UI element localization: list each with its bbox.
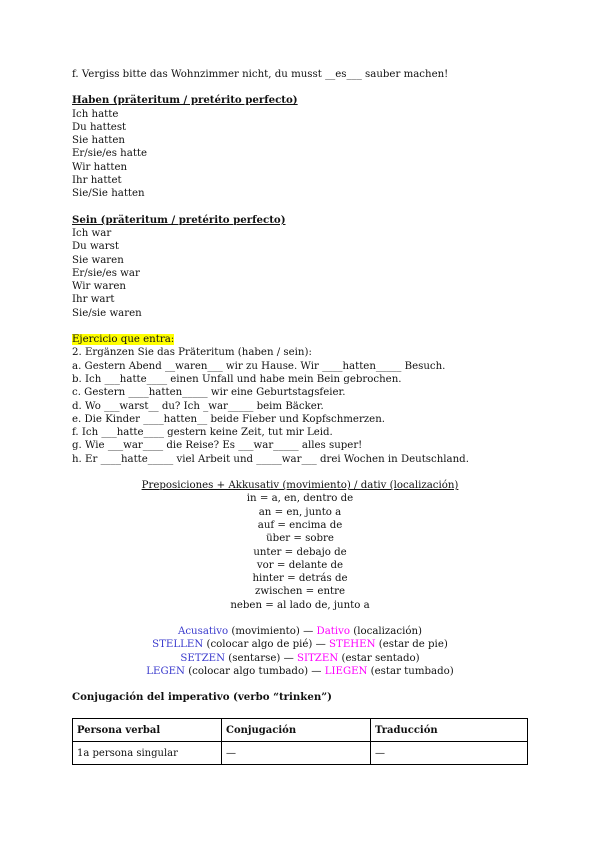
table-cell: — [222,742,371,765]
verb-dative: STEHEN [329,639,376,651]
verb-pair-line [72,665,528,678]
sein-conjugation-list [72,227,528,320]
verb-accusative: STELLEN [152,639,204,651]
haben-line: Ihr hattet [72,175,122,187]
exercise-item: b. Ich ___hatte____ einen Unfall und habe mein Bein gebrochen. [72,373,402,385]
verb-dative: LIEGEN [324,665,368,677]
verb-note: (colocar algo de pié) — [203,639,330,651]
verb-pair-line [72,652,528,665]
sein-line: Sie/sie waren [72,307,142,319]
haben-line: Wir hatten [72,161,128,173]
haben-line: Sie/Sie hatten [72,188,145,200]
exercise-item: g. Wie ___war____ die Reise? Es ___war_____ alles super! [72,440,363,452]
sein-line: Ihr wart [72,294,115,306]
preposition-line: hinter = detrás de [252,573,348,585]
haben-conjugation-list [72,108,528,201]
imperative-table [72,718,528,765]
sein-line: Du warst [72,241,119,253]
preposition-line: auf = encima de [257,519,343,531]
table-cell: — [371,742,528,765]
prepositions-list [72,492,528,612]
table-header-cell: Persona verbal [73,719,222,742]
verb-note: (colocar algo tumbado) — [184,665,325,677]
preposition-line: an = en, junto a [258,506,342,518]
preposition-line: in = a, en, dentro de [246,493,354,505]
verb-note: (sentarse) — [225,652,297,664]
haben-heading: Haben (präteritum / pretérito perfecto) [72,94,298,107]
prepositions-heading: Preposiciones + Akkusativ (movimiento) / dativ (localización) [141,480,459,492]
verb-dative: SITZEN [297,652,339,664]
intro-sentence: f. Vergiss bitte das Wohnzimmer nicht, du musst __es___ sauber machen! [72,69,449,80]
exercise-instruction: 2. Ergänzen Sie das Präteritum (haben / sein): [72,347,312,359]
exercise-item: c. Gestern ____hatten_____ wir eine Geburtstagsfeier. [72,387,346,399]
sein-line: Sie waren [72,254,124,266]
verb-pair-line [72,638,528,651]
exercise-item: h. Er ____hatte_____ viel Arbeit und _____war___ drei Wochen in Deutschland. [72,453,469,465]
preposition-line: unter = debajo de [253,546,347,558]
verb-pairs [72,625,528,678]
sein-heading: Sein (präteritum / pretérito perfecto) [72,213,286,226]
exercise-item: f. Ich ___hatte____ gestern keine Zeit, tut mir Leid. [72,427,333,439]
haben-line: Er/sie/es hatte [72,148,148,160]
case-note: (localización) [350,625,423,637]
preposition-line: über = sobre [266,533,334,545]
preposition-line: zwischen = entre [254,586,346,598]
imperative-heading: Conjugación del imperativo (verbo “trinken”) [72,691,332,704]
preposition-line: neben = al lado de, junto a [230,599,370,611]
verb-note: (estar sentado) [338,652,420,664]
exercise-list [72,360,528,466]
document-page [72,68,528,765]
table-row [73,742,528,765]
preposition-line: vor = delante de [256,559,344,571]
sein-line: Wir waren [72,281,126,293]
table-cell: 1a persona singular [73,742,222,765]
case-dative: Dativo [316,625,351,637]
case-accusative: Acusativo [177,625,229,637]
verb-note: (estar de pie) [375,639,448,651]
haben-line: Sie hatten [72,135,125,147]
verb-accusative: SETZEN [180,652,226,664]
haben-line: Ich hatte [72,108,119,120]
verb-note: (estar tumbado) [367,665,454,677]
exercise-item: e. Die Kinder ____hatten__ beide Fieber und Kopfschmerzen. [72,413,386,425]
verb-accusative: LEGEN [146,665,185,677]
verb-pair-line [72,625,528,638]
table-header-cell: Traducción [371,719,528,742]
exercise-label: Ejercicio que entra: [72,334,175,346]
exercise-item: d. Wo ___warst__ du? Ich _war_____ beim Bäcker. [72,400,324,412]
case-note: (movimiento) — [228,625,317,637]
exercise-item: a. Gestern Abend __waren___ wir zu Hause. Wir ____hatten_____ Besuch. [72,360,446,372]
sein-line: Er/sie/es war [72,267,140,279]
table-header-cell: Conjugación [222,719,371,742]
haben-line: Du hattest [72,121,127,133]
table-header-row [73,719,528,742]
sein-line: Ich war [72,227,112,239]
